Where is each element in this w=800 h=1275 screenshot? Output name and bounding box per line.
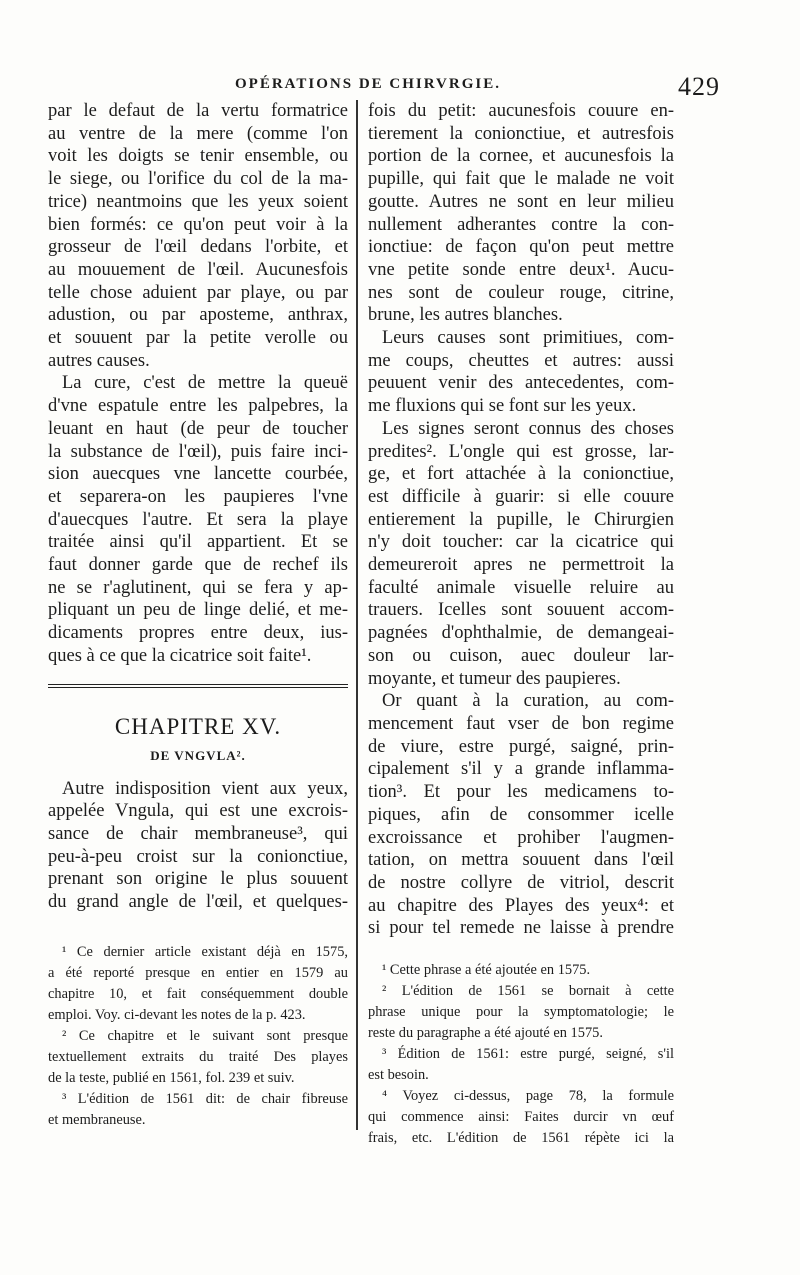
text-line: me coups, cheuttes et autres: aussi — [368, 350, 674, 371]
text-line: le siege, ou l'orifice du col de la ma- — [48, 169, 348, 190]
footnotes-left — [48, 942, 348, 1131]
chapter-subtitle: DE VNGVLA². — [150, 747, 246, 763]
text-line: de viure, estre purgé, saigné, prin- — [368, 736, 674, 757]
footnote-line: ¹ Cette phrase a été ajoutée en 1575. — [382, 962, 591, 979]
text-line: et separera-on les paupieres l'vne — [48, 486, 348, 507]
text-line: trice) neantmoins que les yeux soient — [48, 191, 348, 212]
text-line: goutte. Autres ne sont en leur milieu — [368, 191, 674, 212]
footnote-line: de la teste, publié en 1561, fol. 239 et suiv. — [48, 1069, 295, 1086]
footnote-line: reste du paragraphe a été ajouté en 1575. — [368, 1025, 603, 1042]
text-line: ques à ce que la cicatrice soit faite¹. — [48, 645, 312, 666]
text-line: tion³. Et pour les medicamens to- — [368, 782, 674, 803]
footnote-line: emploi. Voy. ci-devant les notes de la p. 423. — [48, 1006, 306, 1023]
text-line: appelée Vngula, qui est une excrois- — [48, 801, 348, 822]
text-line: voit les doigts se tenir ensemble, ou — [48, 146, 348, 167]
text-line: portion de la cornee, et aucunesfois la — [368, 146, 674, 167]
footnote-line: et membraneuse. — [48, 1111, 146, 1128]
running-head: OPÉRATIONS DE CHIRVRGIE. — [235, 76, 501, 92]
paragraph-signes — [368, 418, 674, 690]
chapter-title: CHAPITRE XV. — [114, 713, 282, 739]
text-line: peuuent venir des antecedentes, com- — [368, 373, 674, 394]
text-line: n'y doit toucher: car la cicatrice qui — [368, 532, 674, 553]
footnote-line: qui commence ainsi: Faites durcir vn œuf — [368, 1109, 674, 1126]
text-line: entierement la pupille, le Chirurgien — [368, 509, 674, 530]
paragraph-la-cure — [48, 372, 348, 667]
text-line: Autre indisposition vient aux yeux, — [62, 778, 348, 799]
footnote-line: frais, etc. L'édition de 1561 répète ici la — [368, 1130, 674, 1147]
text-line: de nostre collyre de vitriol, descrit — [368, 872, 674, 893]
text-line: autres causes. — [48, 350, 150, 371]
text-line: ionctiue: de façon qu'on peut mettre — [368, 237, 674, 258]
text-line: est difficile à guarir: si elle couure — [368, 486, 674, 507]
text-line: au chapitre des Playes des yeux⁴: et — [368, 895, 674, 916]
text-line: faut donner garde que de rechef ils — [48, 555, 348, 576]
text-line: si pour tel remede ne laisse à prendre — [368, 918, 674, 939]
text-line: predites². L'ongle qui est grosse, lar- — [368, 441, 674, 462]
text-line: me fluxions qui se font sur les yeux. — [368, 396, 637, 417]
text-line: sion auecques vne lancette courbée, — [48, 464, 348, 485]
text-line: trauers. Icelles sont souuent accom- — [368, 600, 674, 621]
footnote-line: chapitre 10, et fait conséquemment double — [48, 985, 348, 1002]
footnote-line: phrase unique pour la symptomatologie; le — [368, 1004, 674, 1021]
footnote-line: ³ L'édition de 1561 dit: de chair fibreuse — [62, 1090, 348, 1107]
left-column — [48, 100, 348, 1131]
footnote-line: ¹ Ce dernier article existant déjà en 1575, — [62, 943, 348, 960]
text-line: pagnées d'ophthalmie, de demangeai- — [368, 623, 674, 644]
text-line: et souuent par la petite verolle ou — [48, 328, 348, 349]
text-line: dicaments propres entre deux, ius- — [48, 623, 348, 644]
footnote-line: textuellement extraits du traité Des playes — [48, 1048, 348, 1065]
footnote-line: ² Ce chapitre et le suivant sont presque — [62, 1027, 348, 1044]
text-line: Or quant à la curation, au com- — [382, 691, 674, 712]
paragraph-ankyloblepharon-causes — [48, 100, 348, 372]
paragraph-causes — [368, 327, 674, 418]
chapter-separator-rule — [48, 684, 348, 688]
text-line: nullement adherantes contre la con- — [368, 214, 674, 235]
page-number: 429 — [678, 72, 720, 101]
text-line: nes sont de couleur rouge, citrine, — [368, 282, 674, 303]
text-line: cipalement s'il y a grande inflamma- — [368, 759, 674, 780]
text-line: adustion, ou par aposteme, anthrax, — [48, 305, 348, 326]
text-line: prenant son origine le plus souuent — [48, 869, 348, 890]
page-header — [40, 72, 720, 102]
footnote-line: ³ Édition de 1561: estre purgé, seigné, s'il — [382, 1046, 674, 1063]
text-line: excroissance et prohiber l'augmen- — [368, 827, 674, 848]
text-line: tierement la conionctiue, et autresfois — [368, 123, 674, 144]
text-line: Les signes seront connus des choses — [382, 418, 674, 439]
text-line: d'auecques l'autre. Et sera la playe — [48, 509, 348, 530]
text-line: ge, et fort attachée à la conionctiue, — [368, 464, 674, 485]
paragraph-curation — [368, 690, 674, 940]
text-line: Leurs causes sont primitiues, com- — [382, 328, 674, 349]
text-line: grosseur de l'œil dedans l'orbite, et — [48, 237, 348, 258]
text-line: par le defaut de la vertu formatrice — [48, 101, 348, 121]
footnote-line: ² L'édition de 1561 se bornait à cette — [382, 983, 674, 1000]
text-line: du grand angle de l'œil, et quelques- — [48, 892, 348, 913]
paragraph-vngula-continued — [368, 100, 674, 327]
text-line: sance de chair membraneuse³, qui — [48, 823, 348, 844]
text-line: au ventre de la mere (comme l'on — [48, 123, 348, 144]
text-line: mencement faut vser de bon regime — [368, 713, 674, 734]
text-line: leuant en haut (de peur de toucher — [48, 418, 348, 439]
text-line: moyante, et tumeur des paupieres. — [368, 668, 621, 689]
text-line: demeureroit apres ne permettroit la — [368, 555, 674, 576]
column-divider — [356, 100, 358, 1130]
text-line: bien formés: ce qu'on peut voir à la — [48, 214, 348, 235]
text-line: pupille, qui fait que le malade ne voit — [368, 169, 674, 190]
text-line: vne petite sonde entre deux¹. Aucu- — [368, 259, 674, 280]
text-line: son ou cuison, auec douleur lar- — [368, 645, 674, 666]
text-line: piques, afin de consommer icelle — [368, 804, 674, 825]
text-line: peu-à-peu croist sur la conionctiue, — [48, 846, 348, 867]
text-line: d'vne espatule entre les palpebres, la — [48, 396, 348, 417]
text-line: La cure, c'est de mettre la queuë — [62, 373, 348, 394]
text-line: tation, on mettra souuent dans l'œil — [368, 850, 674, 871]
right-column — [368, 100, 674, 1149]
footnote-line: est besoin. — [368, 1067, 429, 1084]
footnote-line: a été reporté presque en entier en 1579 au — [48, 964, 348, 981]
text-line: faculté animale visuelle reluire au — [368, 577, 674, 598]
text-line: brune, les autres blanches. — [368, 305, 563, 326]
text-line: ne se r'aglutinent, qui se fera y ap- — [48, 577, 348, 598]
footnote-line: ⁴ Voyez ci-dessus, page 78, la formule — [382, 1088, 674, 1105]
text-line: la substance de l'œil), puis faire inci- — [48, 441, 348, 462]
footnotes-right — [368, 960, 674, 1149]
text-line: pliquant un peu de linge delié, et me- — [48, 600, 348, 621]
text-line: au mouuement de l'œil. Aucunesfois — [48, 259, 348, 280]
text-line: telle chose aduient par playe, ou par — [48, 282, 348, 303]
paragraph-vngula — [48, 778, 348, 914]
text-line: traitée ainsi qu'il appartient. Et se — [48, 532, 348, 553]
text-line: fois du petit: aucunesfois couure en- — [368, 101, 674, 121]
